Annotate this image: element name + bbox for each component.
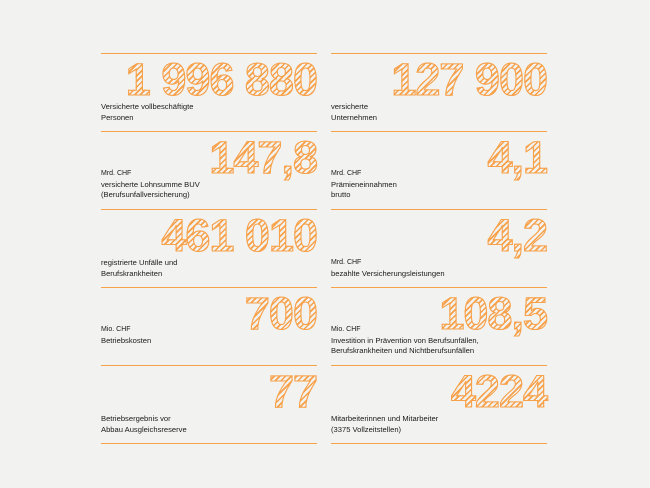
label-line: Berufskrankheiten und Nichtberufsunfällen bbox=[331, 346, 475, 355]
stat-operating-costs bbox=[101, 287, 317, 365]
label-line: Prämieneinnahmen bbox=[331, 179, 397, 189]
stat-unit: Mio. CHF bbox=[331, 326, 361, 333]
bottom-divider bbox=[101, 443, 317, 444]
stat-value: 461 010 bbox=[161, 210, 317, 261]
stat-value: 4224 bbox=[450, 366, 547, 417]
stat-value: 4,1 bbox=[487, 132, 547, 183]
label-line: Investition in Prävention von Berufsunfällen, bbox=[331, 335, 479, 345]
stat-insured-payroll bbox=[101, 131, 317, 209]
label-line: versicherte Lohnsumme BUV bbox=[101, 179, 200, 189]
stat-label bbox=[101, 258, 317, 279]
stat-value: 77 bbox=[268, 366, 317, 417]
stat-operating-result bbox=[101, 365, 317, 443]
stat-value: 147,8 bbox=[209, 132, 317, 183]
label-line: Abbau Ausgleichsreserve bbox=[101, 424, 187, 434]
stat-unit: Mrd. CHF bbox=[101, 170, 132, 177]
stat-label bbox=[101, 169, 317, 201]
bottom-divider bbox=[331, 443, 547, 444]
stat-label bbox=[101, 414, 317, 435]
label-line: Versicherte vollbeschäftigte bbox=[101, 102, 194, 111]
stat-label bbox=[331, 102, 547, 123]
label-line: Berufskrankheiten bbox=[101, 268, 163, 278]
label-line: bezahlte Versicherungsleistungen bbox=[331, 268, 445, 278]
label-line: Betriebsergebnis vor bbox=[101, 414, 171, 423]
stat-value: 1 996 880 bbox=[125, 54, 317, 105]
label-line: versicherte bbox=[331, 102, 369, 111]
stat-insured-persons bbox=[101, 53, 317, 131]
label-line: (Berufsunfallversicherung) bbox=[101, 190, 190, 199]
stat-employees bbox=[331, 365, 547, 443]
stat-label bbox=[331, 169, 547, 201]
label-line: registrierte Unfälle und bbox=[101, 258, 178, 267]
stat-unit: Mio. CHF bbox=[101, 326, 131, 333]
label-line: Personen bbox=[101, 112, 134, 122]
stat-label bbox=[101, 325, 317, 346]
left-column bbox=[101, 53, 317, 443]
label-line: Betriebskosten bbox=[101, 335, 152, 345]
label-line: brutto bbox=[331, 190, 351, 199]
stat-value: 108,5 bbox=[439, 288, 547, 339]
stat-prevention-investment bbox=[331, 287, 547, 365]
right-column bbox=[331, 53, 547, 443]
label-line: Mitarbeiterinnen und Mitarbeiter bbox=[331, 414, 439, 423]
stat-unit: Mrd. CHF bbox=[331, 259, 362, 266]
stat-insured-companies bbox=[331, 53, 547, 131]
stat-label bbox=[331, 325, 547, 357]
stat-value: 127 900 bbox=[391, 54, 547, 105]
stat-label bbox=[331, 258, 547, 279]
stat-label bbox=[101, 102, 317, 123]
stat-insurance-benefits bbox=[331, 209, 547, 287]
label-line: (3375 Vollzeitstellen) bbox=[331, 424, 402, 434]
label-line: Unternehmen bbox=[331, 112, 378, 122]
stat-value: 4,2 bbox=[487, 210, 547, 261]
stat-unit: Mrd. CHF bbox=[331, 170, 362, 177]
stat-label bbox=[331, 414, 547, 435]
stat-premium-income bbox=[331, 131, 547, 209]
stat-accidents bbox=[101, 209, 317, 287]
stat-value: 700 bbox=[244, 288, 317, 339]
